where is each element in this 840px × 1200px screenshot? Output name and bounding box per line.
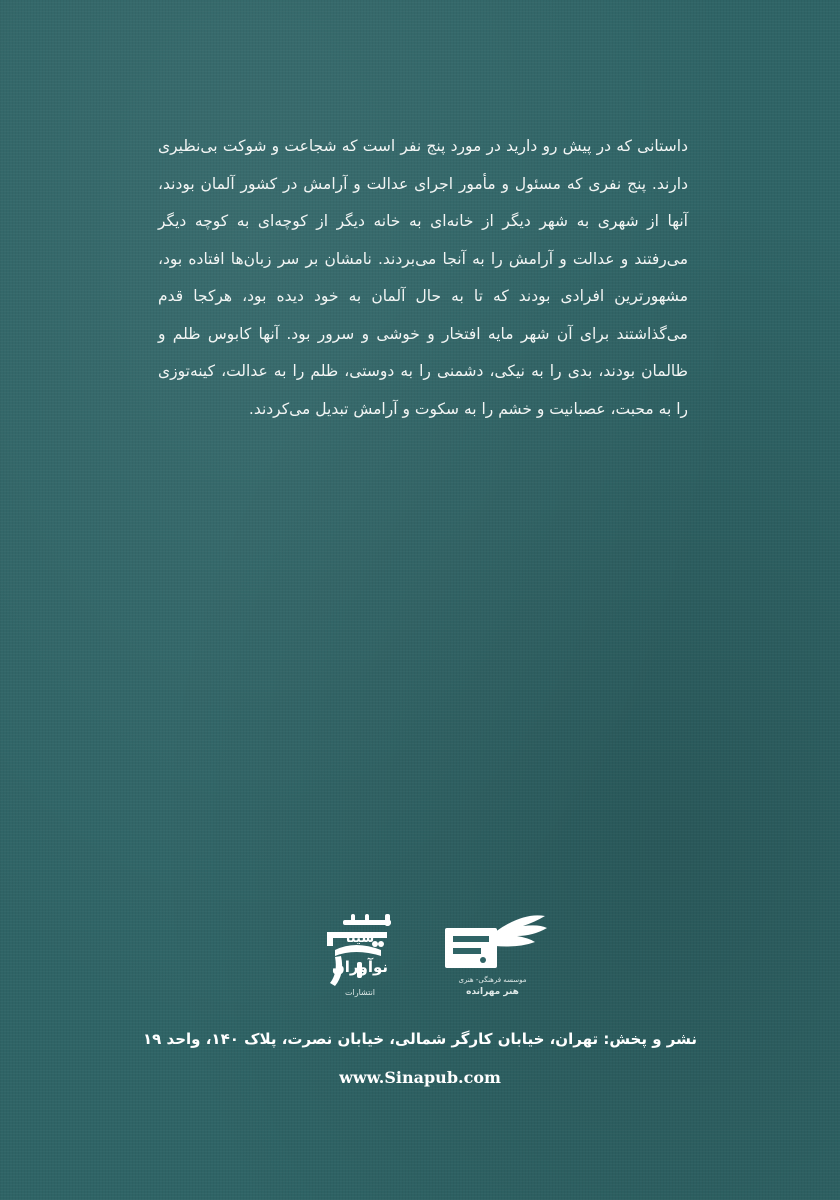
sina-wordmark-bottom: نوآوران [331,958,389,976]
back-cover-blurb: داستانی که در پیش رو دارید در مورد پنج نفر است که شجاعت و شوکت بی‌نظیری دارند. پنج نفری که مسئول و مأمور اجرای عدالت و آرامش در کشور آلمان بودند، آنها از شهری به شهر دیگر از خانه‌ای به خانه دیگر از کوچه‌ای به کوچه دیگر می‌رفتند و عدالت و آرامش را به آنجا می‌بردند. نامشان بر سر زبان‌ها افتاده بود، مشهورترین افرادی بودند که تا به حال آلمان به خود دیده بود، هرکجا قدم می‌گذاشتند برای آن شهر مایه افتخار و خوشی و سرور بود. آنها کابوس ظلم و ظالمان بودند، بدی را به نیکی، دشمنی را به دوستی، ظلم را به عدالت، کینه‌توزی را به محبت، عصبانیت و خشم را به سکوت و آرامش تبدیل می‌کردند. [158,137,688,418]
sina-wordmark-top: سینا [345,931,375,946]
honar-logo-caption-small: موسسه فرهنگی- هنری [458,976,527,984]
sina-logo-caption: انتشارات [344,988,376,997]
publisher-address: نشر و پخش: تهران، خیابان کارگر شمالی، خیابان نصرت، پلاک ۱۴۰، واحد ۱۹ [143,1030,697,1048]
publisher-logos [0,910,840,1010]
publisher-website-link[interactable]: www.Sinapub.com [339,1068,501,1087]
honar-logo-caption-name: هنر مهرانده [466,987,519,997]
